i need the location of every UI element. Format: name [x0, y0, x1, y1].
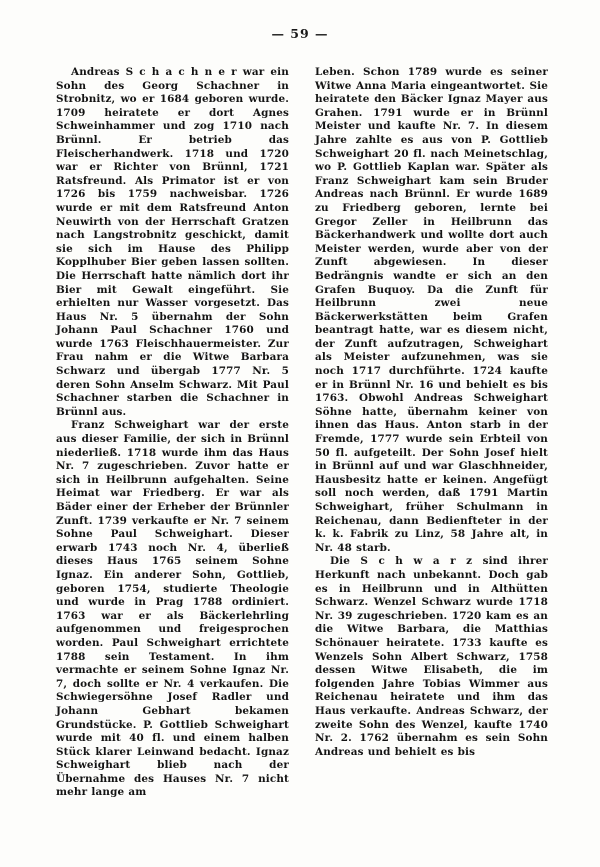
column-left [56, 66, 289, 800]
paragraph: Leben. Schon 1789 wurde es seiner Witwe Anna Maria eingeantwortet. Sie heiratete den Bäcker Ignaz Mayer aus Grahen. 1791 wurde er in Brünnl Meister und kaufte Nr. 7. In diesem Jahre zahlte es aus von P. Gottlieb Schweighart 20 fl. nach Meinetschlag, wo P. Gottlieb Kaplan war. Später als Franz Schweighart kam sein Bruder Andreas nach Brünnl. Er wurde 1689 zu Friedberg geboren, lernte bei Gregor Zeller in Heilbrunn das Bäckerhandwerk und wollte dort auch Meister werden, wurde aber von der Zunft abgewiesen. In dieser Bedrängnis wandte er sich an den Grafen Buquoy. Da die Zunft für Heilbrunn zwei neue Bäckerwerkstätten beim Grafen beantragt hatte, war es diesem nicht, der Zunft aufzutragen, Schweighart als Meister aufzunehmen, was sie noch 1717 durchführte. 1724 kaufte er in Brünnl Nr. 16 und behielt es bis 1763. Obwohl Andreas Schweighart Söhne hatte, übernahm keiner von ihnen das Haus. Anton starb in der Fremde, 1777 wurde sein Erbteil von 50 fl. aufgeteilt. Der Sohn Josef hielt in Brünnl auf und war Glaschhneider, Hausbesitz hatte er keinen. Angefügt soll noch werden, daß 1791 Martin Schweighart, früher Schulmann in Reichenau, dann Bedienfteter in der k. k. Fabrik zu Linz, 58 Jahre alt, in Nr. 48 starb. [315, 66, 548, 554]
page-number-header: — 59 — [271, 26, 329, 41]
column-right [315, 66, 548, 800]
paragraph: Andreas S c h a c h n e r war ein Sohn des Georg Schachner in Strobnitz, wo er 1684 geboren wurde. 1709 heiratete er dort Agnes Schweinhammer und zog 1710 nach Brünnl. Er betrieb das Fleischerhandwerk. 1718 und 1720 war er Richter von Brünnl, 1721 Ratsfreund. Als Primator ist er von 1726 bis 1759 nachweisbar. 1726 wurde er mit dem Ratsfreund Anton Neuwirth von der Herrschaft Gratzen nach Langstrobnitz geschickt, damit sie sich im Hause des Philipp Kopplhuber Bier geben lassen sollten. Die Herrschaft hatte nämlich dort ihr Bier mit Gewalt eingeführt. Sie erhielten nur Wasser vorgesetzt. Das Haus Nr. 5 übernahm der Sohn Johann Paul Schachner 1760 und wurde 1763 Fleischhauermeister. Zur Frau nahm er die Witwe Barbara Schwarz und übergab 1777 Nr. 5 deren Sohn Anselm Schwarz. Mit Paul Schachner starben die Schachner in Brünnl aus. [56, 66, 289, 418]
paragraph: Franz Schweighart war der erste aus dieser Familie, der sich in Brünnl niederließ. 1718 wurde ihm das Haus Nr. 7 zugeschrieben. Zuvor hatte er sich in Heilbrunn aufgehalten. Seine Heimat war Friedberg. Er war als Bäder einer der Erheber der Brünnler Zunft. 1739 verkaufte er Nr. 7 seinem Sohne Paul Schweighart. Dieser erwarb 1743 noch Nr. 4, überließ dieses Haus 1765 seinem Sohne Ignaz. Ein anderer Sohn, Gottlieb, geboren 1754, studierte Theologie und wurde in Prag 1788 ordiniert. 1763 war er als Bäckerlehrling aufgenommen und freigesprochen worden. Paul Schweighart errichtete 1788 sein Testament. In ihm vermachte er seinem Sohne Ignaz Nr. 7, doch sollte er Nr. 4 verkaufen. Die Schwiegersöhne Josef Radler und Johann Gebhart bekamen Grundstücke. P. Gottlieb Schweighart wurde mit 40 fl. und einem halben Stück klarer Leinwand bedacht. Ignaz Schweighart blieb nach der Übernahme des Hauses Nr. 7 nicht mehr lange am [56, 419, 289, 799]
text-columns [56, 66, 548, 800]
paragraph: Die S c h w a r z sind ihrer Herkunft nach unbekannt. Doch gab es in Heilbrunn und in Althütten Schwarz. Wenzel Schwarz wurde 1718 Nr. 39 zugeschrieben. 1720 kam es an die Witwe Barbara, die Matthias Schönauer heiratete. 1733 kaufte es Wenzels Sohn Albert Schwarz, 1758 dessen Witwe Elisabeth, die im folgenden Jahre Tobias Wimmer aus Reichenau heiratete und ihm das Haus verkaufte. Andreas Schwarz, der zweite Sohn des Wenzel, kaufte 1740 Nr. 2. 1762 übernahm es sein Sohn Andreas und behielt es bis [315, 555, 548, 758]
